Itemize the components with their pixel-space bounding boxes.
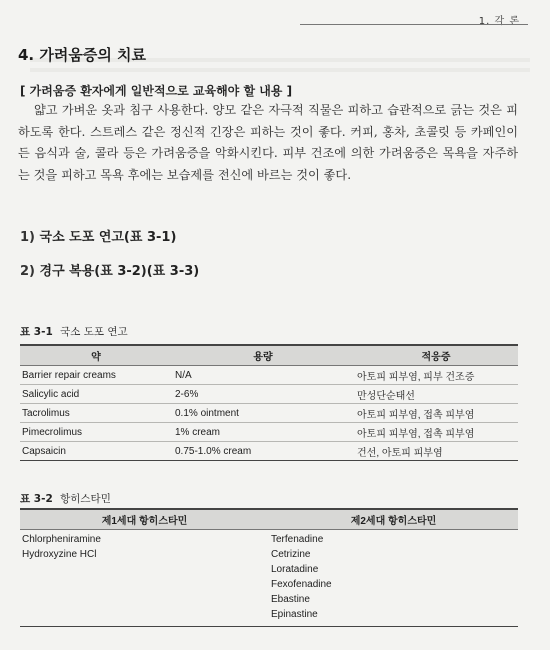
col-indication: 적응증 — [354, 345, 518, 366]
table2-title: 항히스타민 — [60, 493, 111, 505]
col-second-generation: 제2세대 항히스타민 — [269, 509, 518, 530]
list-item: Cetrizine — [271, 549, 311, 560]
table-row — [20, 366, 518, 385]
section-title: 4. 가려움증의 치료 — [18, 46, 147, 64]
antihistamine-table — [20, 508, 518, 627]
cell-indication: 아토피 피부염, 접촉 피부염 — [354, 423, 518, 442]
education-callout: [ 가려움증 환자에게 일반적으로 교육해야 할 내용 ] — [20, 84, 293, 98]
col-drug: 약 — [20, 345, 172, 366]
cell-drug: Tacrolimus — [20, 404, 172, 423]
cell-dose: N/A — [172, 366, 354, 385]
topical-ointment-table — [20, 344, 518, 461]
table-header-row — [20, 509, 518, 530]
subsection-title: 국소 도포 연고(표 3-1) — [39, 230, 177, 245]
subsection-number: 1) — [20, 230, 35, 245]
second-gen-list — [269, 530, 518, 627]
cell-drug: Pimecrolimus — [20, 423, 172, 442]
table1-caption — [20, 324, 128, 339]
table1-title: 국소 도포 연고 — [60, 326, 128, 338]
subsection-oral — [20, 260, 199, 279]
table-header-row — [20, 345, 518, 366]
table-row — [20, 404, 518, 423]
list-item: Ebastine — [271, 594, 310, 605]
list-item: Terfenadine — [271, 534, 324, 545]
list-item: Chlorpheniramine — [22, 534, 101, 545]
list-item: Epinastine — [271, 609, 318, 620]
cell-indication: 만성단순태선 — [354, 385, 518, 404]
table-row — [20, 530, 518, 627]
cell-indication: 아토피 피부염, 피부 건조증 — [354, 366, 518, 385]
subsection-title: 경구 복용(표 3-2)(표 3-3) — [39, 264, 200, 279]
subsection-topical — [20, 226, 176, 245]
list-item: Fexofenadine — [271, 579, 332, 590]
cell-drug: Barrier repair creams — [20, 366, 172, 385]
cell-dose: 2-6% — [172, 385, 354, 404]
list-item: Loratadine — [271, 564, 319, 575]
body-paragraph: 얇고 가벼운 옷과 침구 사용한다. 양모 같은 자극적 직물은 피하고 습관적으로 긁는 것은 피하도록 한다. 스트레스 같은 정신적 긴장은 피하는 것이 좋다. 커피, 홍차, 초콜릿 등 카페인이 든 음식과 술, 콜라 등은 가려움증을 악화시킨다. 피부 건조에 의한 가려움증은 목욕을 자주하는 것을 피하고 목욕 후에는 보습제를 전신에 바르는 것이 좋다. — [18, 103, 518, 182]
first-gen-list — [20, 530, 269, 627]
cell-indication: 아토피 피부염, 접촉 피부염 — [354, 404, 518, 423]
table-row — [20, 423, 518, 442]
cell-drug: Salicylic acid — [20, 385, 172, 404]
table-row — [20, 385, 518, 404]
cell-dose: 0.1% ointment — [172, 404, 354, 423]
table2-label: 표 3-2 — [20, 493, 53, 505]
running-header: 1. 각 론 — [478, 16, 520, 27]
list-item: Hydroxyzine HCl — [22, 549, 97, 560]
cell-indication: 건선, 아토피 피부염 — [354, 442, 518, 461]
cell-dose: 0.75-1.0% cream — [172, 442, 354, 461]
table-row — [20, 442, 518, 461]
col-first-generation: 제1세대 항히스타민 — [20, 509, 269, 530]
cell-drug: Capsaicin — [20, 442, 172, 461]
subsection-number: 2) — [20, 264, 35, 279]
col-dose: 용량 — [172, 345, 354, 366]
cell-dose: 1% cream — [172, 423, 354, 442]
table1-label: 표 3-1 — [20, 326, 53, 338]
header-rule — [300, 24, 528, 25]
table2-caption — [20, 491, 111, 506]
